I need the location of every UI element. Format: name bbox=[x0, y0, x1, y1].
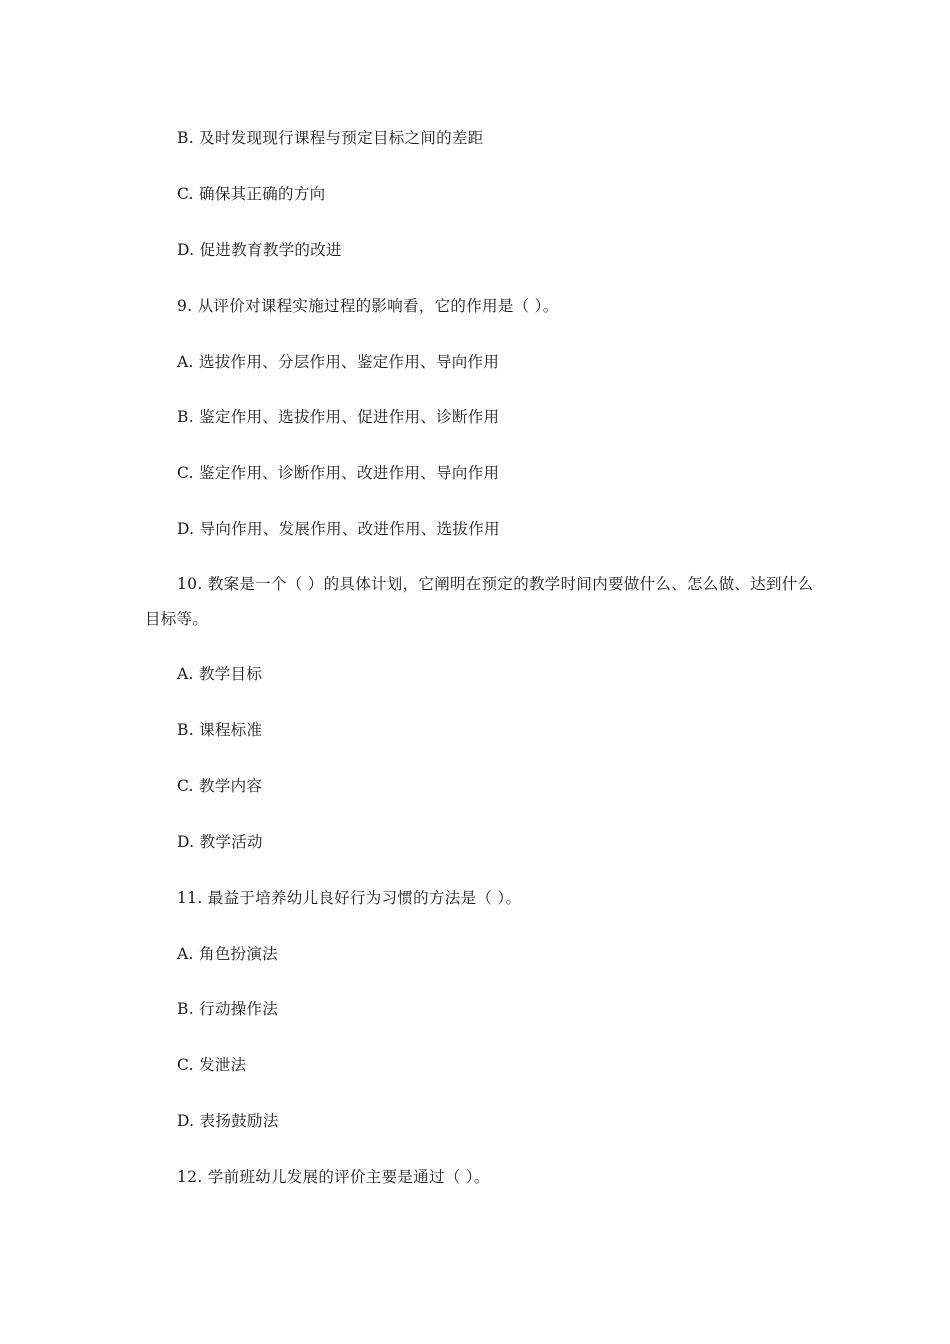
question-10: 10. 教案是一个（ ）的具体计划，它阐明在预定的教学时间内要做什么、怎么做、达到什么目标等。 bbox=[145, 575, 814, 628]
question-11-option-d: D. 表扬鼓励法 bbox=[177, 1112, 279, 1130]
question-9-option-a: A. 选拔作用、分层作用、鉴定作用、导向作用 bbox=[177, 353, 500, 371]
question-10-option-c: C. 教学内容 bbox=[177, 777, 263, 795]
question-9-option-b: B. 鉴定作用、选拔作用、促进作用、诊断作用 bbox=[177, 408, 500, 426]
option-line: D. 促进教育教学的改进 bbox=[177, 241, 342, 259]
question-9: 9. 从评价对课程实施过程的影响看，它的作用是（ ）。 bbox=[177, 297, 559, 315]
option-line: B. 及时发现现行课程与预定目标之间的差距 bbox=[177, 129, 484, 147]
question-11-option-c: C. 发泄法 bbox=[177, 1056, 247, 1074]
question-11-option-a: A. 角色扮演法 bbox=[177, 945, 278, 963]
question-11-option-b: B. 行动操作法 bbox=[177, 1000, 279, 1018]
question-9-option-c: C. 鉴定作用、诊断作用、改进作用、导向作用 bbox=[177, 464, 500, 482]
question-11: 11. 最益于培养幼儿良好行为习惯的方法是（ ）。 bbox=[177, 889, 522, 907]
question-9-option-d: D. 导向作用、发展作用、改进作用、选拔作用 bbox=[177, 520, 500, 538]
question-10-option-b: B. 课程标准 bbox=[177, 721, 263, 739]
question-10-option-d: D. 教学活动 bbox=[177, 833, 263, 851]
option-line: C. 确保其正确的方向 bbox=[177, 185, 326, 203]
question-12: 12. 学前班幼儿发展的评价主要是通过（ ）。 bbox=[177, 1168, 490, 1186]
question-10-option-a: A. 教学目标 bbox=[177, 665, 263, 683]
